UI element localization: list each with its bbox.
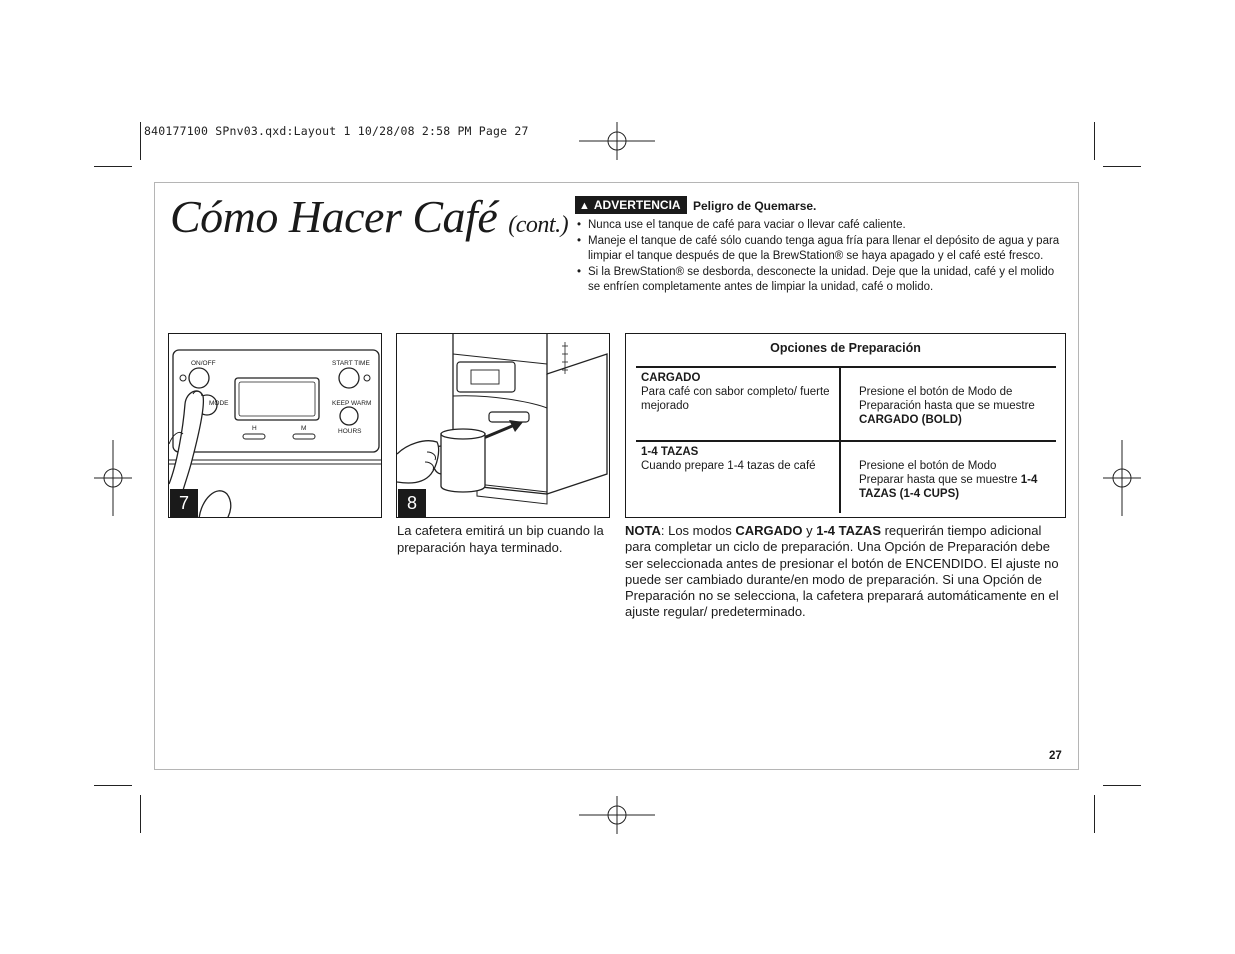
warning-list — [576, 218, 1062, 296]
warning-triangle-icon: ▲ — [579, 200, 590, 212]
step-number-8: 8 — [398, 489, 426, 517]
label-keep-warm: KEEP WARM — [332, 400, 372, 407]
registration-mark-right — [1103, 440, 1141, 516]
option-description: Cuando prepare 1-4 tazas de café — [641, 460, 816, 472]
option-name: CARGADO — [641, 372, 701, 384]
divider — [839, 367, 841, 440]
registration-mark-left — [94, 440, 132, 516]
table-row — [641, 445, 831, 473]
label-m: M — [301, 425, 307, 432]
option-instruction: Presione el botón de Modo Preparar hasta que se muestre 1-4 TAZAS (1-4 CUPS) — [859, 460, 1038, 500]
brew-options-table — [625, 333, 1066, 518]
warning-item: • Si la BrewStation® se desborda, desconecte la unidad. Deje que la unidad, café y el molido se enfríen completamente antes de limpiar la unidad, café o molido. — [576, 265, 1062, 296]
label-h: H — [252, 425, 257, 432]
slug-line: 840177100 SPnv03.qxd:Layout 1 10/28/08 2:58 PM Page 27 — [144, 124, 529, 138]
page-number: 27 — [1049, 750, 1062, 762]
warning-heading: Peligro de Quemarse. — [693, 199, 817, 213]
table-row — [641, 371, 831, 413]
registration-mark-top — [579, 122, 655, 160]
page-title-cont: (cont.) — [508, 212, 569, 238]
registration-mark-bottom — [579, 796, 655, 834]
figure-7-control-panel — [168, 333, 382, 518]
label-mode: MODE — [209, 400, 229, 407]
divider — [636, 440, 1056, 442]
label-hours: HOURS — [338, 428, 362, 435]
option-description: Para café con sabor completo/ fuerte mejorado — [641, 386, 830, 412]
coffee-maker-illustration — [397, 334, 610, 518]
warning-badge-label: ADVERTENCIA — [593, 198, 681, 212]
page-title-main: Cómo Hacer Café — [170, 191, 498, 242]
label-start-time: START TIME — [332, 360, 370, 367]
option-instruction: Presione el botón de Modo de Preparación hasta que se muestre CARGADO (BOLD) — [859, 386, 1035, 426]
option-name: 1-4 TAZAS — [641, 446, 699, 458]
label-on-off: ON/OFF — [191, 360, 216, 367]
divider — [839, 441, 841, 513]
figure-8-caption: La cafetera emitirá un bip cuando la preparación haya terminado. — [397, 523, 604, 555]
table-heading: Opciones de Preparación — [770, 341, 921, 355]
warning-item: • Maneje el tanque de café sólo cuando tenga agua fría para llenar el depósito de agua y para limpiar el tanque después de que la BrewStation® se haya apagado y el café esté fresco. — [576, 234, 1062, 265]
warning-badge — [575, 196, 687, 214]
divider — [636, 366, 1056, 368]
step-number-7: 7 — [170, 489, 198, 517]
page-title — [170, 190, 568, 243]
note-paragraph: NOTA: Los modos CARGADO y 1-4 TAZAS requerirán tiempo adicional para completar un ciclo de preparación. Una Opción de Preparación debe ser seleccionada antes de presionar el botón de ENCENDIDO. El ajuste no puede ser cambiado durante/en modo de preparación. Si una Opción de Preparación no se selecciona, la cafetera preparará automáticamente en el ajuste regular/ predeterminado. — [625, 523, 1059, 620]
warning-item: • Nunca use el tanque de café para vaciar o llevar café caliente. — [576, 218, 1062, 234]
figure-8-coffee-maker — [396, 333, 610, 518]
